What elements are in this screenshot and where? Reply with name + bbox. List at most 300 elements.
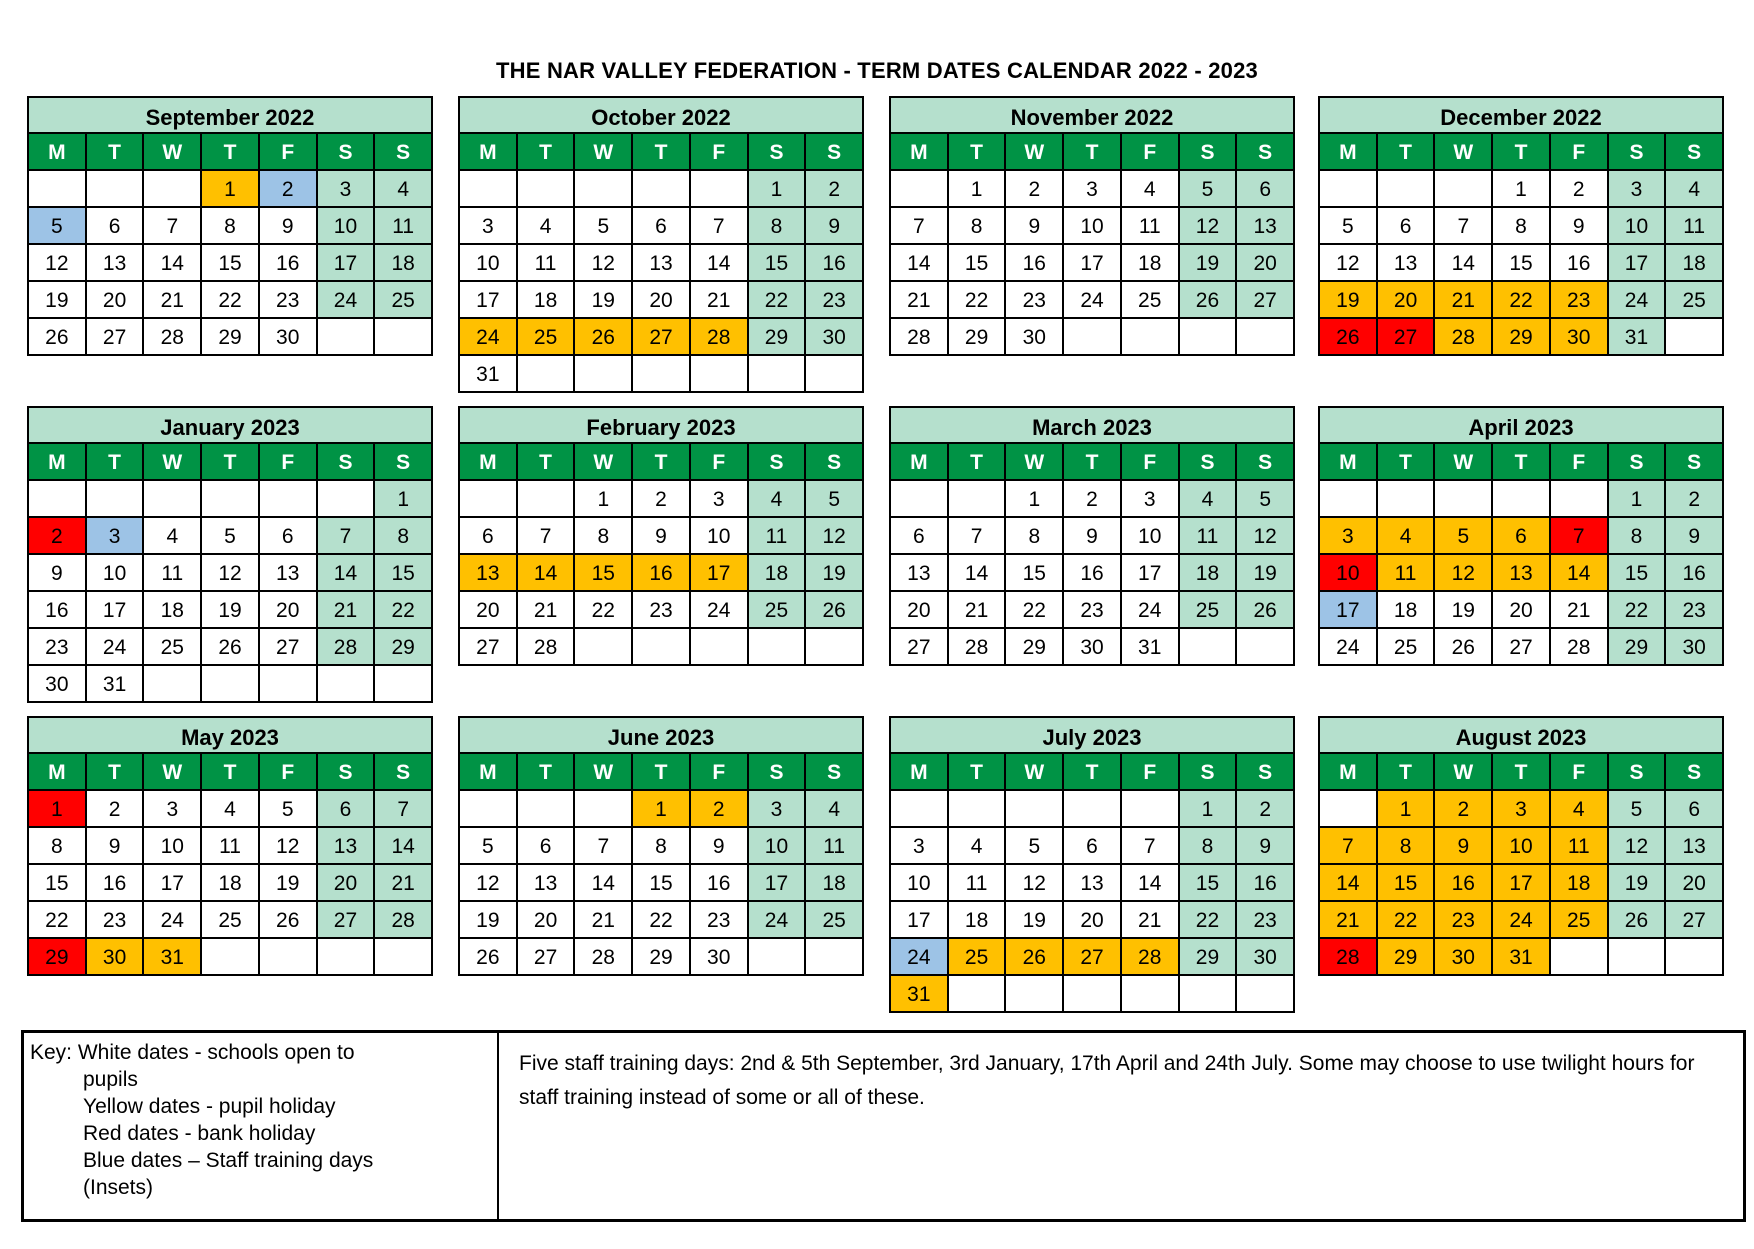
day-cell: 23 xyxy=(633,592,691,629)
day-cell: 7 xyxy=(1551,518,1609,555)
key-line: pupils xyxy=(83,1068,138,1091)
empty-day-cell xyxy=(949,481,1007,518)
week-row xyxy=(1320,481,1724,518)
month-calendar xyxy=(458,96,864,393)
empty-day-cell xyxy=(1006,791,1064,828)
day-cell: 4 xyxy=(949,828,1007,865)
day-cell: 7 xyxy=(575,828,633,865)
empty-day-cell xyxy=(1122,976,1180,1013)
day-cell: 22 xyxy=(1493,282,1551,319)
day-cell: 25 xyxy=(144,629,202,666)
empty-day-cell xyxy=(1237,976,1295,1013)
day-cell: 18 xyxy=(1122,245,1180,282)
empty-day-cell xyxy=(691,171,749,208)
week-row xyxy=(460,356,864,393)
day-cell: 12 xyxy=(806,518,864,555)
day-cell: 11 xyxy=(375,208,433,245)
month-title: February 2023 xyxy=(458,406,864,444)
week-row xyxy=(29,939,433,976)
day-cell: 22 xyxy=(1378,902,1436,939)
day-cell: 21 xyxy=(1551,592,1609,629)
day-cell: 29 xyxy=(633,939,691,976)
day-cell: 21 xyxy=(1122,902,1180,939)
day-cell: 27 xyxy=(891,629,949,666)
week-row xyxy=(1320,171,1724,208)
week-row xyxy=(1320,282,1724,319)
empty-day-cell xyxy=(575,171,633,208)
month-title: December 2022 xyxy=(1318,96,1724,134)
day-cell: 12 xyxy=(1435,555,1493,592)
day-cell: 25 xyxy=(202,902,260,939)
day-cell: 1 xyxy=(1006,481,1064,518)
day-cell: 14 xyxy=(891,245,949,282)
day-cell: 13 xyxy=(1666,828,1724,865)
weekday-header: S xyxy=(1609,134,1667,171)
day-cell: 23 xyxy=(1435,902,1493,939)
day-cell: 24 xyxy=(1320,629,1378,666)
day-cell: 1 xyxy=(1378,791,1436,828)
empty-day-cell xyxy=(460,171,518,208)
empty-day-cell xyxy=(375,319,433,356)
day-cell: 8 xyxy=(1378,828,1436,865)
weekday-header-row xyxy=(460,444,864,481)
day-cell: 26 xyxy=(575,319,633,356)
month-calendar xyxy=(458,406,864,666)
weekday-header: F xyxy=(1551,444,1609,481)
day-cell: 2 xyxy=(633,481,691,518)
day-cell: 6 xyxy=(460,518,518,555)
day-cell: 9 xyxy=(29,555,87,592)
weekday-header: M xyxy=(1320,754,1378,791)
day-cell: 15 xyxy=(29,865,87,902)
day-cell: 3 xyxy=(144,791,202,828)
day-cell: 6 xyxy=(87,208,145,245)
day-cell: 10 xyxy=(691,518,749,555)
day-cell: 20 xyxy=(1378,282,1436,319)
day-cell: 10 xyxy=(1609,208,1667,245)
day-cell: 4 xyxy=(1551,791,1609,828)
empty-day-cell xyxy=(891,481,949,518)
day-cell: 12 xyxy=(575,245,633,282)
week-row xyxy=(460,791,864,828)
day-cell: 24 xyxy=(1064,282,1122,319)
day-cell: 23 xyxy=(87,902,145,939)
day-cell: 17 xyxy=(1320,592,1378,629)
empty-day-cell xyxy=(518,171,576,208)
day-cell: 1 xyxy=(1180,791,1238,828)
day-cell: 4 xyxy=(202,791,260,828)
empty-day-cell xyxy=(202,666,260,703)
day-cell: 7 xyxy=(1435,208,1493,245)
weekday-header: F xyxy=(260,754,318,791)
day-cell: 24 xyxy=(1493,902,1551,939)
day-cell: 9 xyxy=(691,828,749,865)
week-row xyxy=(29,629,433,666)
day-cell: 28 xyxy=(518,629,576,666)
week-row xyxy=(460,171,864,208)
week-row xyxy=(29,171,433,208)
weekday-header: T xyxy=(633,444,691,481)
month-calendar xyxy=(889,96,1295,356)
day-cell: 30 xyxy=(29,666,87,703)
day-cell: 14 xyxy=(1435,245,1493,282)
day-cell: 7 xyxy=(144,208,202,245)
week-row xyxy=(891,208,1295,245)
day-cell: 15 xyxy=(1180,865,1238,902)
day-cell: 24 xyxy=(749,902,807,939)
day-cell: 28 xyxy=(949,629,1007,666)
day-cell: 10 xyxy=(144,828,202,865)
day-cell: 8 xyxy=(1609,518,1667,555)
day-cell: 24 xyxy=(1609,282,1667,319)
week-row xyxy=(460,939,864,976)
day-cell: 31 xyxy=(891,976,949,1013)
weekday-header-row xyxy=(891,754,1295,791)
day-cell: 24 xyxy=(460,319,518,356)
day-cell: 19 xyxy=(1006,902,1064,939)
week-row xyxy=(1320,555,1724,592)
week-row xyxy=(29,245,433,282)
weekday-header: T xyxy=(1493,754,1551,791)
key-line-red: Red dates - bank holiday xyxy=(83,1122,316,1145)
day-cell: 20 xyxy=(1237,245,1295,282)
day-cell: 7 xyxy=(891,208,949,245)
day-cell: 4 xyxy=(1180,481,1238,518)
day-cell: 14 xyxy=(575,865,633,902)
day-cell: 2 xyxy=(806,171,864,208)
day-cell: 30 xyxy=(1666,629,1724,666)
day-cell: 21 xyxy=(144,282,202,319)
month-day-grid xyxy=(889,134,1295,356)
weekday-header: S xyxy=(318,754,376,791)
week-row xyxy=(460,481,864,518)
day-cell: 28 xyxy=(891,319,949,356)
weekday-header: T xyxy=(87,134,145,171)
empty-day-cell xyxy=(87,171,145,208)
weekday-header: M xyxy=(460,754,518,791)
week-row xyxy=(29,828,433,865)
day-cell: 29 xyxy=(1006,629,1064,666)
weekday-header: S xyxy=(1180,444,1238,481)
weekday-header: S xyxy=(1609,444,1667,481)
week-row xyxy=(1320,865,1724,902)
day-cell: 16 xyxy=(260,245,318,282)
weekday-header-row xyxy=(891,134,1295,171)
weekday-header-row xyxy=(1320,444,1724,481)
day-cell: 16 xyxy=(1435,865,1493,902)
day-cell: 2 xyxy=(1006,171,1064,208)
weekday-header: W xyxy=(1435,134,1493,171)
weekday-header: S xyxy=(1666,754,1724,791)
day-cell: 26 xyxy=(460,939,518,976)
month-day-grid xyxy=(458,754,864,976)
month-calendar xyxy=(1318,716,1724,976)
empty-day-cell xyxy=(1320,791,1378,828)
day-cell: 26 xyxy=(1180,282,1238,319)
weekday-header: S xyxy=(1666,444,1724,481)
day-cell: 7 xyxy=(518,518,576,555)
day-cell: 10 xyxy=(87,555,145,592)
weekday-header: S xyxy=(806,754,864,791)
weekday-header: W xyxy=(1435,754,1493,791)
day-cell: 21 xyxy=(318,592,376,629)
day-cell: 24 xyxy=(891,939,949,976)
day-cell: 28 xyxy=(375,902,433,939)
empty-day-cell xyxy=(1435,171,1493,208)
day-cell: 11 xyxy=(1378,555,1436,592)
day-cell: 10 xyxy=(1320,555,1378,592)
day-cell: 28 xyxy=(144,319,202,356)
day-cell: 23 xyxy=(1237,902,1295,939)
week-row xyxy=(460,592,864,629)
week-row xyxy=(29,592,433,629)
weekday-header: T xyxy=(1493,444,1551,481)
week-row xyxy=(1320,592,1724,629)
day-cell: 15 xyxy=(1493,245,1551,282)
day-cell: 21 xyxy=(575,902,633,939)
day-cell: 25 xyxy=(806,902,864,939)
day-cell: 25 xyxy=(1122,282,1180,319)
weekday-header: W xyxy=(1006,754,1064,791)
day-cell: 16 xyxy=(1064,555,1122,592)
day-cell: 3 xyxy=(1122,481,1180,518)
day-cell: 18 xyxy=(1378,592,1436,629)
week-row xyxy=(460,629,864,666)
empty-day-cell xyxy=(575,629,633,666)
empty-day-cell xyxy=(1551,481,1609,518)
day-cell: 26 xyxy=(1320,319,1378,356)
day-cell: 25 xyxy=(1180,592,1238,629)
day-cell: 10 xyxy=(460,245,518,282)
week-row xyxy=(29,666,433,703)
day-cell: 30 xyxy=(1006,319,1064,356)
day-cell: 17 xyxy=(1609,245,1667,282)
day-cell: 11 xyxy=(1551,828,1609,865)
week-row xyxy=(1320,828,1724,865)
month-title: November 2022 xyxy=(889,96,1295,134)
week-row xyxy=(460,865,864,902)
day-cell: 25 xyxy=(518,319,576,356)
weekday-header: F xyxy=(1122,134,1180,171)
weekday-header: W xyxy=(575,444,633,481)
day-cell: 8 xyxy=(29,828,87,865)
day-cell: 3 xyxy=(460,208,518,245)
day-cell: 24 xyxy=(691,592,749,629)
weekday-header: M xyxy=(29,444,87,481)
weekday-header: T xyxy=(1064,134,1122,171)
day-cell: 15 xyxy=(575,555,633,592)
day-cell: 8 xyxy=(949,208,1007,245)
weekday-header: M xyxy=(1320,134,1378,171)
day-cell: 15 xyxy=(1609,555,1667,592)
day-cell: 15 xyxy=(949,245,1007,282)
day-cell: 14 xyxy=(375,828,433,865)
day-cell: 1 xyxy=(949,171,1007,208)
day-cell: 28 xyxy=(318,629,376,666)
day-cell: 2 xyxy=(1551,171,1609,208)
empty-day-cell xyxy=(1180,629,1238,666)
empty-day-cell xyxy=(1435,481,1493,518)
day-cell: 23 xyxy=(1064,592,1122,629)
day-cell: 11 xyxy=(202,828,260,865)
month-calendar xyxy=(27,96,433,356)
day-cell: 19 xyxy=(29,282,87,319)
day-cell: 11 xyxy=(806,828,864,865)
day-cell: 24 xyxy=(1122,592,1180,629)
weekday-header: T xyxy=(518,134,576,171)
empty-day-cell xyxy=(1122,791,1180,828)
day-cell: 9 xyxy=(87,828,145,865)
weekday-header-row xyxy=(29,444,433,481)
empty-day-cell xyxy=(949,791,1007,828)
day-cell: 30 xyxy=(87,939,145,976)
day-cell: 1 xyxy=(575,481,633,518)
day-cell: 27 xyxy=(1493,629,1551,666)
weekday-header: W xyxy=(1006,134,1064,171)
week-row xyxy=(891,555,1295,592)
day-cell: 30 xyxy=(691,939,749,976)
day-cell: 11 xyxy=(144,555,202,592)
day-cell: 16 xyxy=(1666,555,1724,592)
day-cell: 3 xyxy=(691,481,749,518)
week-row xyxy=(1320,245,1724,282)
day-cell: 27 xyxy=(460,629,518,666)
weekday-header: S xyxy=(1180,754,1238,791)
day-cell: 23 xyxy=(691,902,749,939)
day-cell: 4 xyxy=(518,208,576,245)
weekday-header: T xyxy=(202,444,260,481)
weekday-header: T xyxy=(202,754,260,791)
day-cell: 14 xyxy=(518,555,576,592)
weekday-header: F xyxy=(691,134,749,171)
empty-day-cell xyxy=(1006,976,1064,1013)
day-cell: 19 xyxy=(260,865,318,902)
day-cell: 27 xyxy=(318,902,376,939)
month-title: August 2023 xyxy=(1318,716,1724,754)
weekday-header-row xyxy=(460,754,864,791)
day-cell: 5 xyxy=(575,208,633,245)
day-cell: 8 xyxy=(1493,208,1551,245)
empty-day-cell xyxy=(749,356,807,393)
day-cell: 12 xyxy=(202,555,260,592)
day-cell: 25 xyxy=(375,282,433,319)
day-cell: 9 xyxy=(1006,208,1064,245)
day-cell: 8 xyxy=(375,518,433,555)
day-cell: 28 xyxy=(691,319,749,356)
empty-day-cell xyxy=(1064,319,1122,356)
day-cell: 14 xyxy=(1122,865,1180,902)
empty-day-cell xyxy=(891,171,949,208)
day-cell: 20 xyxy=(518,902,576,939)
empty-day-cell xyxy=(260,939,318,976)
weekday-header: W xyxy=(1006,444,1064,481)
day-cell: 7 xyxy=(1122,828,1180,865)
day-cell: 1 xyxy=(633,791,691,828)
weekday-header: T xyxy=(1378,134,1436,171)
day-cell: 13 xyxy=(460,555,518,592)
empty-day-cell xyxy=(318,666,376,703)
empty-day-cell xyxy=(891,791,949,828)
month-title: May 2023 xyxy=(27,716,433,754)
empty-day-cell xyxy=(460,791,518,828)
day-cell: 1 xyxy=(749,171,807,208)
day-cell: 4 xyxy=(144,518,202,555)
empty-day-cell xyxy=(1609,939,1667,976)
day-cell: 23 xyxy=(1666,592,1724,629)
weekday-header-row xyxy=(29,134,433,171)
week-row xyxy=(29,208,433,245)
day-cell: 28 xyxy=(1435,319,1493,356)
day-cell: 16 xyxy=(29,592,87,629)
week-row xyxy=(460,319,864,356)
weekday-header: S xyxy=(749,444,807,481)
weekday-header: S xyxy=(749,754,807,791)
week-row xyxy=(29,791,433,828)
day-cell: 17 xyxy=(1122,555,1180,592)
day-cell: 6 xyxy=(1666,791,1724,828)
day-cell: 15 xyxy=(1006,555,1064,592)
weekday-header: T xyxy=(1064,754,1122,791)
empty-day-cell xyxy=(144,666,202,703)
day-cell: 18 xyxy=(375,245,433,282)
day-cell: 7 xyxy=(949,518,1007,555)
day-cell: 21 xyxy=(949,592,1007,629)
day-cell: 5 xyxy=(460,828,518,865)
weekday-header: S xyxy=(1609,754,1667,791)
week-row xyxy=(460,902,864,939)
week-row xyxy=(1320,629,1724,666)
day-cell: 15 xyxy=(633,865,691,902)
day-cell: 31 xyxy=(1493,939,1551,976)
day-cell: 6 xyxy=(1064,828,1122,865)
day-cell: 25 xyxy=(749,592,807,629)
day-cell: 6 xyxy=(1237,171,1295,208)
key-line: Key: White dates - schools open to xyxy=(30,1041,355,1064)
week-row xyxy=(891,518,1295,555)
day-cell: 22 xyxy=(29,902,87,939)
day-cell: 27 xyxy=(1237,282,1295,319)
month-day-grid xyxy=(889,754,1295,1013)
weekday-header: S xyxy=(1180,134,1238,171)
weekday-header-row xyxy=(460,134,864,171)
day-cell: 24 xyxy=(318,282,376,319)
empty-day-cell xyxy=(806,629,864,666)
weekday-header-row xyxy=(29,754,433,791)
day-cell: 4 xyxy=(1666,171,1724,208)
weekday-header: T xyxy=(1378,754,1436,791)
day-cell: 10 xyxy=(749,828,807,865)
key-legend xyxy=(24,1033,499,1219)
day-cell: 19 xyxy=(460,902,518,939)
day-cell: 22 xyxy=(749,282,807,319)
day-cell: 21 xyxy=(1320,902,1378,939)
day-cell: 13 xyxy=(1378,245,1436,282)
month-day-grid xyxy=(1318,444,1724,666)
empty-day-cell xyxy=(260,666,318,703)
week-row xyxy=(891,282,1295,319)
day-cell: 30 xyxy=(1435,939,1493,976)
day-cell: 17 xyxy=(1493,865,1551,902)
day-cell: 1 xyxy=(375,481,433,518)
day-cell: 8 xyxy=(633,828,691,865)
day-cell: 5 xyxy=(806,481,864,518)
day-cell: 19 xyxy=(1435,592,1493,629)
day-cell: 13 xyxy=(1493,555,1551,592)
day-cell: 9 xyxy=(1064,518,1122,555)
day-cell: 11 xyxy=(949,865,1007,902)
weekday-header: S xyxy=(749,134,807,171)
empty-day-cell xyxy=(202,481,260,518)
